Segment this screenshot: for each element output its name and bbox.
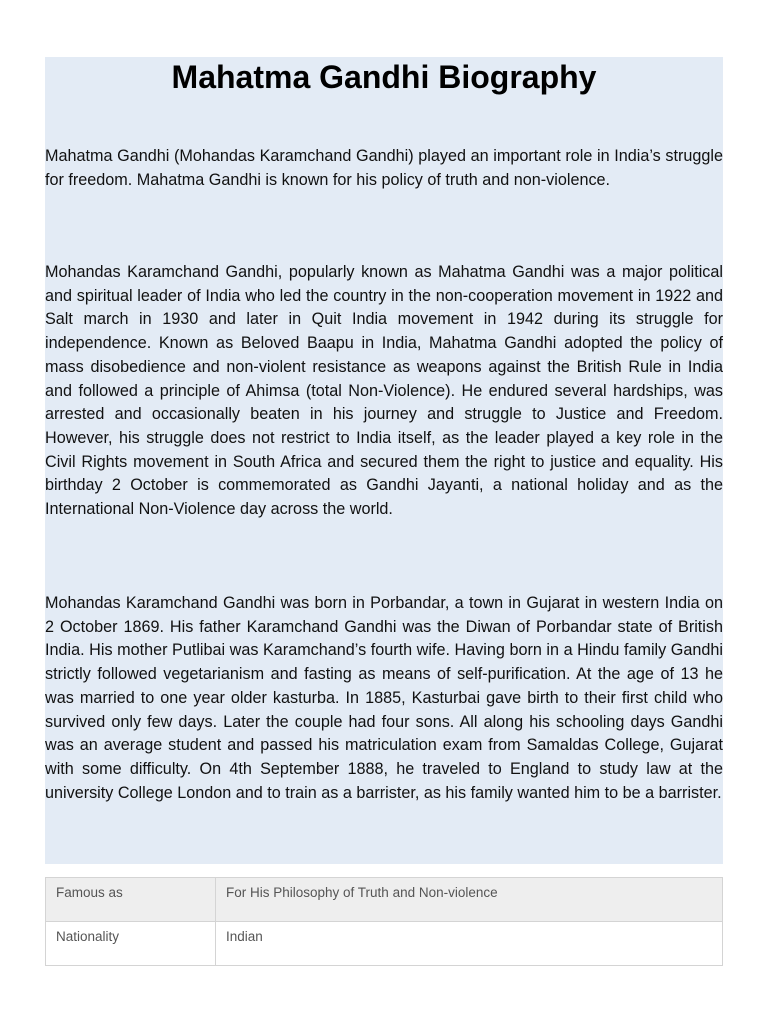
page-title: Mahatma Gandhi Biography <box>171 59 597 95</box>
intro-paragraph: Mahatma Gandhi (Mohandas Karamchand Gandhi) played an important role in India’s struggle for freedom. Mahatma Gandhi is known for his policy of truth and non-violence. <box>45 147 723 189</box>
info-table <box>45 877 723 966</box>
table-row <box>46 878 723 922</box>
table-row <box>46 922 723 966</box>
row-label: Nationality <box>46 922 216 966</box>
early-life-paragraph: Mohandas Karamchand Gandhi was born in Porbandar, a town in Gujarat in western India on 2 October 1869. His father Karamchand Gandhi was the Diwan of Porbandar state of British India. His mother Putlibai was Karamchand’s fourth wife. Having born in a Hindu family Gandhi strictly followed vegetarianism and fasting as means of self-purification. At the age of 13 he was married to one year older kasturba. In 1885, Kasturbai gave birth to their first child who survived only few days. Later the couple had four sons. All along his schooling days Gandhi was an average student and passed his matriculation exam from Samaldas College, Gujarat with some difficulty. On 4th September 1888, he traveled to England to study law at the university College London and to train as a barrister, as his family wanted him to be a barrister. <box>45 594 723 802</box>
row-label: Famous as <box>46 878 216 922</box>
biography-content <box>45 57 723 864</box>
row-value: For His Philosophy of Truth and Non-violence <box>216 878 723 922</box>
overview-paragraph: Mohandas Karamchand Gandhi, popularly known as Mahatma Gandhi was a major political and spiritual leader of India who led the country in the non-cooperation movement in 1922 and Salt march in 1930 and later in Quit India movement in 1942 during its struggle for independence. Known as Beloved Baapu in India, Mahatma Gandhi adopted the policy of mass disobedience and non-violent resistance as weapons against the British Rule in India and followed a principle of Ahimsa (total Non-Violence). He endured several hardships, was arrested and occasionally beaten in his journey and struggle to Justice and Freedom. However, his struggle does not restrict to India itself, as the leader played a key role in the Civil Rights movement in South Africa and secured them the right to justice and equality. His birthday 2 October is commemorated as Gandhi Jayanti, a national holiday and as the International Non-Violence day across the world. <box>45 263 723 519</box>
row-value: Indian <box>216 922 723 966</box>
